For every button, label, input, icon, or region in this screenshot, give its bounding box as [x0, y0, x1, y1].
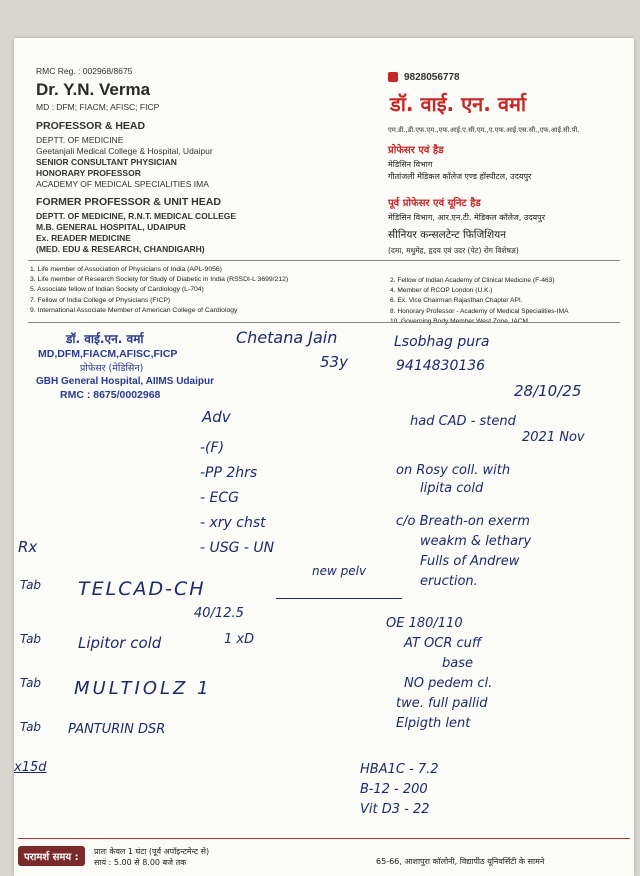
title2-hindi: पूर्व प्रोफेसर एवं यूनिट हैड [388, 198, 481, 209]
membership-item: 2. Fellow of Indian Academy of Clinical Medicine (F-463) [390, 277, 555, 284]
membership-divider [28, 322, 620, 323]
phone-line [388, 72, 460, 83]
title1-hindi: प्रोफेसर एवं हैड [388, 145, 444, 156]
consultant-line: SENIOR CONSULTANT PHYSICIAN [36, 157, 177, 167]
phone-number: 9828056778 [404, 72, 460, 83]
memberships-left [30, 265, 288, 316]
rmc-reg: RMC Reg. : 002968/8675 [36, 66, 133, 76]
patient-name: Chetana Jain [236, 328, 338, 347]
patient-phone: 9414830136 [396, 358, 486, 374]
doctor-name: Dr. Y.N. Verma [36, 80, 151, 99]
membership-item: 6. Ex. Vice Chairman Rajasthan Chapter API. [390, 297, 523, 305]
history-line: lipita cold [420, 481, 484, 496]
honorary-line: HONORARY PROFESSOR [36, 168, 141, 178]
academy-line: ACADEMY OF MEDICAL SPECIALITIES IMA [36, 179, 209, 189]
consultation-time-badge: परामर्श समय : [18, 846, 85, 866]
exam-line: base [442, 656, 473, 671]
advice-list [200, 436, 274, 561]
prescription-sheet [14, 38, 634, 876]
med-name: MULTIOLZ 1 [74, 678, 212, 699]
med-prefix: Tab [20, 676, 42, 690]
lab-hba1c: HBA1C - 7.2 [360, 762, 439, 777]
college-line: Geetanjali Medical College & Hospital, Udaipur [36, 146, 213, 156]
membership-item: 8. Honorary Professor - Academy of Medical Specialities-IMA [390, 307, 569, 315]
lab-results [360, 760, 439, 820]
exam-line: twe. full pallid [396, 696, 488, 711]
phone-icon [388, 72, 398, 82]
visit-date: 28/10/25 [514, 382, 582, 400]
hospital-line: M.B. GENERAL HOSPITAL, UDAIPUR [36, 222, 186, 232]
advice-item: - USG - UN [200, 540, 275, 556]
morning-time: प्रातः केवल 1 घंटा (पूर्व अपॉइन्टमेन्ट से) [94, 847, 210, 856]
handwritten-underline [276, 598, 402, 599]
degrees-hindi: एम.डी.,डी.एफ.एम.,एफ.आई.ए.सी.एम.,ए.एफ.आई.एस.सी.,एफ.आई.सी.पी. [388, 126, 580, 134]
history-line: had CAD - stend [410, 414, 516, 429]
membership-item: 1. Life member of Association of Physicians of India (APL-9056) [30, 266, 222, 273]
reader-line: Ex. READER MEDICINE [36, 233, 131, 243]
exam-line: NO pedem cl. [404, 676, 493, 691]
exam-line: Elpigth lent [396, 716, 471, 731]
complaints-block [396, 512, 531, 592]
advice-item: - ECG [200, 490, 239, 506]
patient-age: 53y [320, 353, 348, 371]
college-hindi: गीतांजली मेडिकल कॉलेज एण्ड हॉस्पीटल, उदयपुर [388, 172, 532, 181]
specialist-hindi: (दमा, मधुमेह, हृदय एवं उदर (पेट) रोग विशेषज्ञ) [388, 246, 519, 255]
history-line: 2021 Nov [522, 430, 585, 445]
advice-item: -(F) [200, 440, 225, 456]
advice-item: new pelv [312, 564, 367, 578]
stamp-title: प्रोफेसर (मेडिसिन) [80, 363, 144, 374]
lab-b12: B-12 - 200 [360, 782, 428, 797]
complaint-line: Fulls of Andrew [420, 554, 520, 569]
doctor-name-hindi: डॉ. वाई. एन. वर्मा [390, 92, 527, 116]
chandigarh-line: (MED. EDU & RESEARCH, CHANDIGARH) [36, 244, 205, 254]
membership-item: 3. Life member of Research Society for Study of Diabetic in India (RSSDI-L 3699/212) [30, 276, 289, 284]
stamp-name: डॉ. वाई.एन. वर्मा [66, 332, 144, 346]
evening-time: सायं : 5.00 से 8.00 बजे तक [94, 858, 187, 867]
med-name: Lipitor cold [78, 634, 162, 652]
med-prefix: Tab [20, 720, 42, 734]
membership-item: 9. International Associate Member of American College of Cardiology [30, 306, 238, 314]
header-divider [28, 260, 620, 261]
dept-line: DEPTT. OF MEDICINE [36, 135, 124, 145]
stamp-degrees: MD,DFM,FIACM,AFISC,FICP [38, 348, 178, 360]
advice-label: Adv [202, 408, 231, 426]
lab-vitd: Vit D3 - 22 [360, 802, 430, 817]
membership-item: 7. Fellow of India College of Physicians (FICP) [30, 296, 171, 304]
exam-line: OE 180/110 [386, 616, 463, 631]
patient-place: Lsobhag pura [394, 334, 490, 350]
complaint-line: weakm & lethary [420, 534, 532, 549]
footer-divider [18, 838, 630, 839]
treatment-duration: x15d [14, 760, 47, 775]
clinic-address: 65-66, आशापुरा कॉलोनी, विद्यापीठ यूनिवर्सिटी के सामने [376, 857, 545, 866]
membership-item: 5. Associate fellow of Indian Society of Cardiology (L-704) [30, 286, 204, 294]
med-prefix: Tab [20, 578, 42, 592]
advice-item: -PP 2hrs [200, 465, 258, 481]
title-professor-head: PROFESSOR & HEAD [36, 120, 146, 132]
med-name: TELCAD-CH [78, 578, 206, 600]
complaint-line: c/o Breath-on exerm [396, 514, 530, 529]
history-block [410, 414, 585, 446]
rx-symbol: Rx [18, 538, 38, 556]
med-dose: 1 xD [224, 632, 255, 647]
title-former-professor: FORMER PROFESSOR & UNIT HEAD [36, 196, 221, 208]
membership-item: 4. Member of RCOP London (U.K.) [390, 287, 493, 295]
former-dept-line: DEPTT. OF MEDICINE, R.N.T. MEDICAL COLLEGE [36, 211, 237, 221]
advice-item: - xry chst [200, 515, 266, 531]
exam-line: AT OCR cuff [404, 636, 482, 651]
exam-block [386, 614, 492, 734]
stamp-rmc: RMC : 8675/0002968 [60, 389, 161, 401]
memberships-right [390, 276, 568, 327]
history-line: on Rosy coll. with [396, 463, 511, 478]
med-name: PANTURIN DSR [68, 722, 166, 737]
dept-hindi: मेडिसिन विभाग [388, 160, 433, 169]
complaint-line: eruction. [420, 574, 478, 589]
former-dept-hindi: मेडिसिन विभाग, आर.एन.टी. मेडिकल कॉलेज, उदयपुर [388, 213, 545, 222]
doctor-degrees: MD : DFM; FIACM; AFISC; FICP [36, 102, 160, 112]
consultant-hindi: सीनियर कन्सलटेन्ट फिजिशियन [388, 229, 507, 241]
stamp-hospital: GBH General Hospital, AIIMS Udaipur [36, 376, 214, 387]
med-prefix: Tab [20, 632, 42, 646]
med-dose: 40/12.5 [194, 606, 244, 621]
history-block-2 [396, 462, 510, 498]
